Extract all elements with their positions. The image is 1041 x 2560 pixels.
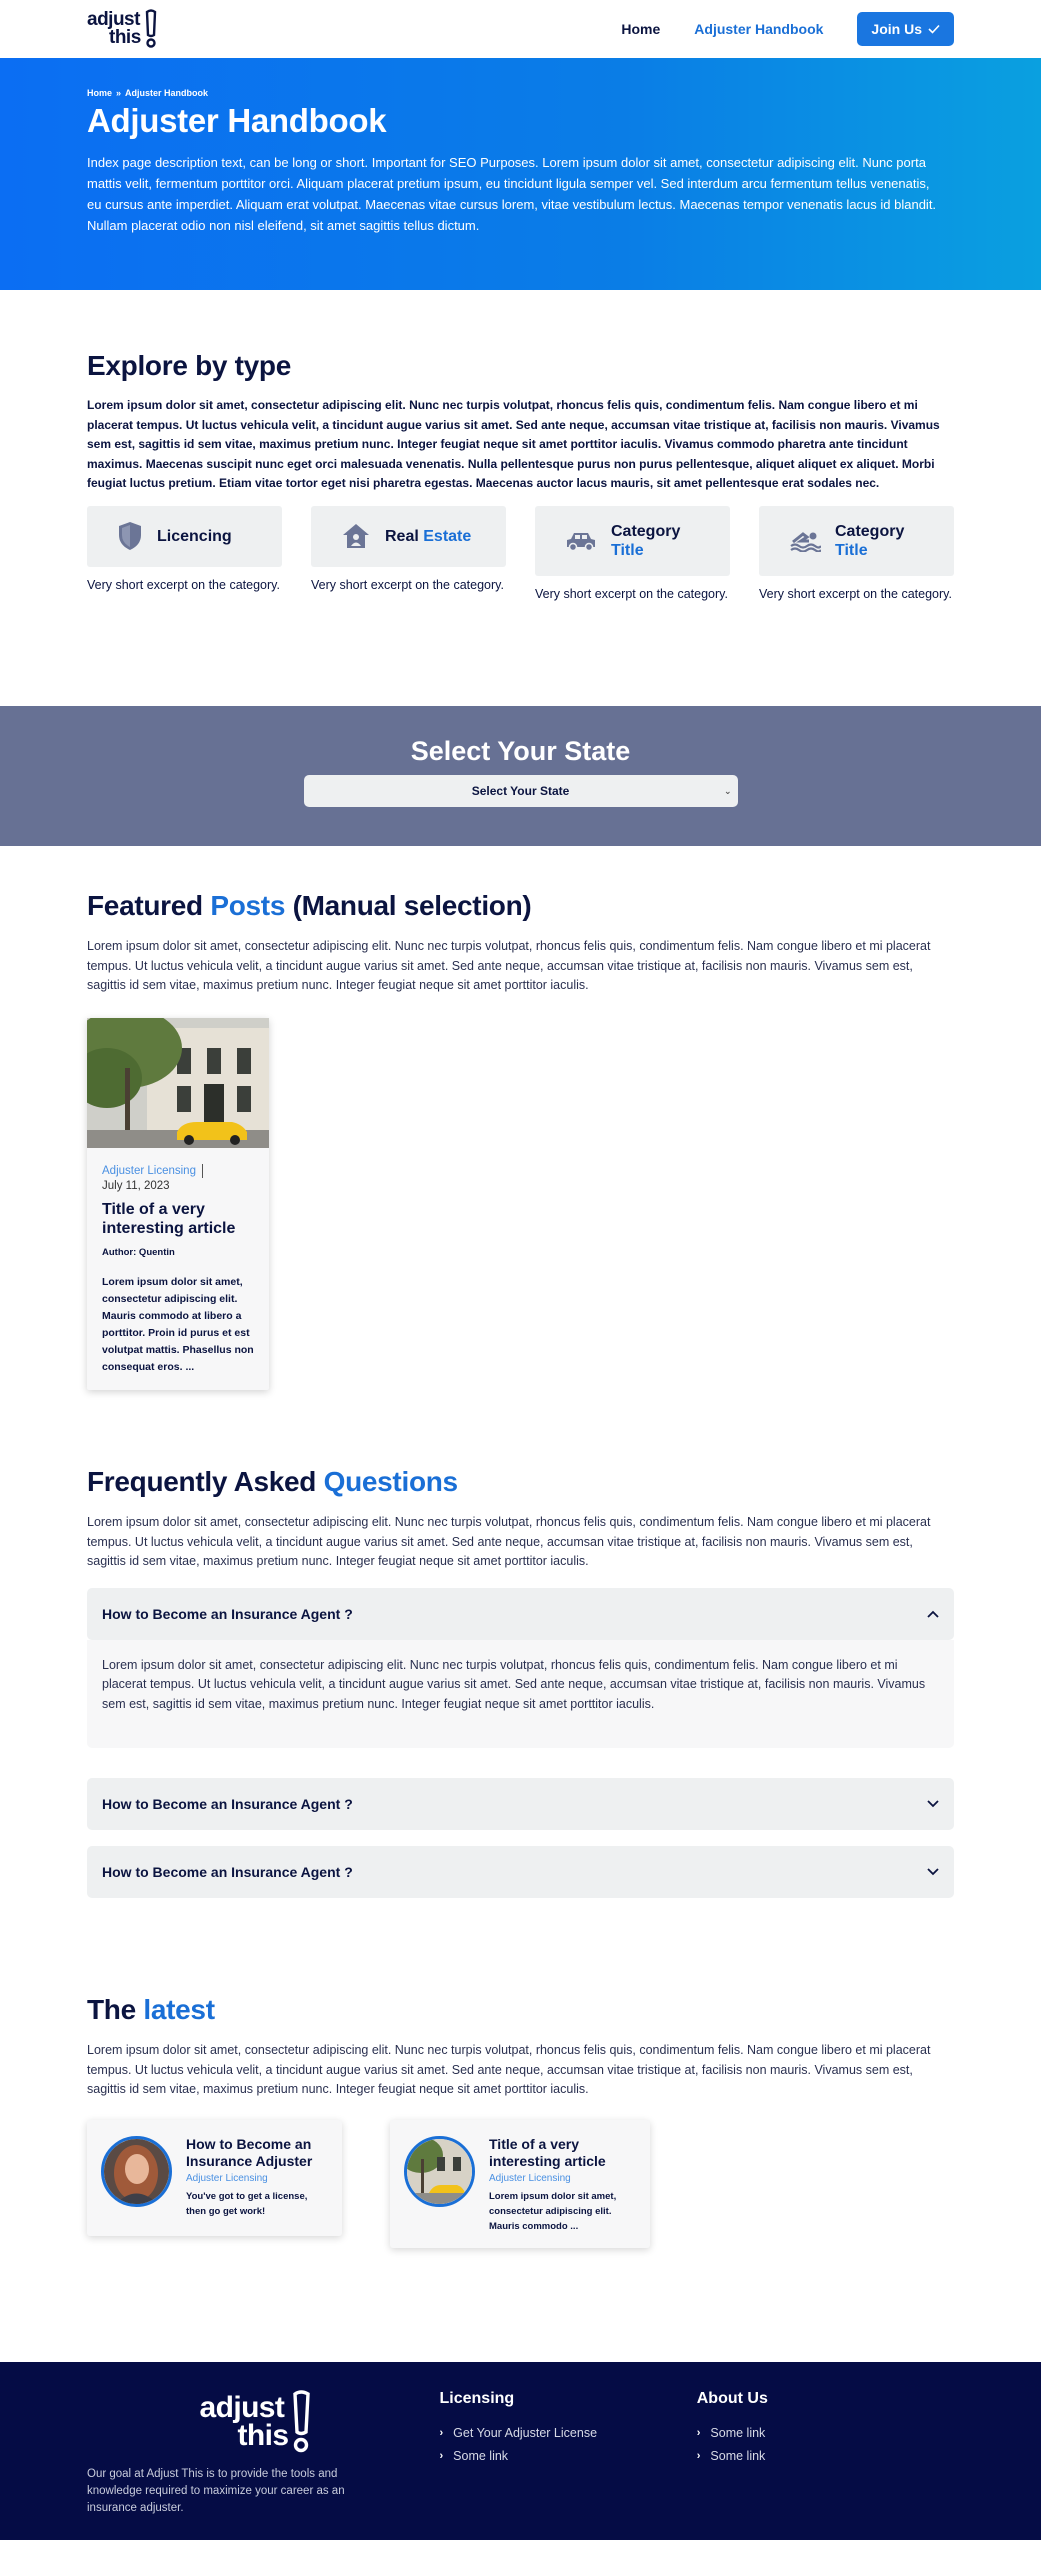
- latest-post-category[interactable]: Adjuster Licensing: [186, 2172, 268, 2184]
- latest-post-card[interactable]: [390, 2120, 650, 2248]
- site-footer: [0, 2362, 1041, 2540]
- footer-licensing-column: [440, 2390, 697, 2517]
- footer-link[interactable]: [440, 2426, 697, 2440]
- footer-link-label: Some link: [453, 2449, 509, 2463]
- chevron-right-icon: ›: [439, 2427, 444, 2439]
- exclamation-logo-icon: [288, 2390, 314, 2454]
- page-title: Adjuster Handbook: [87, 102, 387, 139]
- post-date: July 11, 2023: [102, 1179, 170, 1192]
- house-icon: [341, 522, 371, 550]
- latest-description: Lorem ipsum dolor sit amet, consectetur adipiscing elit. Nunc nec turpis volutpat, rhoncus felis quis, condimentum felis. Nam congue libero et mi placerat tempus. Ut luctus vehicula velit, a tincidunt augue varius sit amet. Sed ante neque, accumsan vitae tristique at, facilisis non mauris. Vivamus sem est, sagittis id sem vitae, maximus pretium nunc. Integer feugiat neque sit amet porttitor iaculis.: [87, 2043, 931, 2096]
- faq-question-toggle[interactable]: [87, 1846, 954, 1898]
- post-thumbnail-image[interactable]: [87, 1018, 269, 1148]
- faq-title-part: Frequently Asked: [87, 1466, 317, 1497]
- footer-link-label: Get Your Adjuster License: [453, 2426, 598, 2440]
- post-card[interactable]: [87, 1018, 269, 1390]
- footer-licensing-title: Licensing: [439, 2390, 515, 2407]
- category-card-excerpt: Very short excerpt on the category.: [311, 577, 504, 592]
- category-card-box[interactable]: [87, 506, 282, 567]
- latest-post-category[interactable]: Adjuster Licensing: [489, 2172, 571, 2184]
- post-category[interactable]: [102, 1164, 254, 1178]
- post-excerpt: Lorem ipsum dolor sit amet, consectetur adipiscing elit. Mauris commodo at libero a porttitor. Proin id purus et est volutpat mattis. Phasellus non consequat eros. ...: [102, 1275, 254, 1373]
- breadcrumb: [87, 88, 954, 98]
- breadcrumb-home[interactable]: Home: [87, 88, 113, 98]
- faq-question: How to Become an Insurance Agent ?: [102, 1605, 353, 1622]
- explore-title: Explore by type: [87, 350, 292, 381]
- category-card-title-accent: Estate: [423, 527, 472, 545]
- category-card[interactable]: [87, 506, 282, 604]
- latest-title-accent: latest: [143, 1994, 215, 2025]
- latest-post-title[interactable]: Title of a very interesting article: [489, 2135, 606, 2169]
- category-card-title-accent: Title: [835, 541, 868, 559]
- faq-title-accent: Questions: [323, 1466, 458, 1497]
- latest-post-excerpt: Lorem ipsum dolor sit amet, consectetur adipiscing elit. Mauris commodo ...: [489, 2190, 617, 2232]
- footer-brand: [87, 2390, 440, 2517]
- logo-word-this: this: [109, 27, 141, 48]
- page-description: Index page description text, can be long or short. Important for SEO Purposes. Lorem ipsum dolor sit amet, consectetur adipiscing elit. Nunc porta mattis velit, fermentum porttitor orci. Aliquam placerat pretium ipsum, eu tincidunt ligula semper vel. Sed interdum arcu fermentum tellus venenatis, eu cursus ante imperdiet. Aliquam erat volutpat. Maecenas vitae cursus lorem, vitae vestibulum lectus. Maecenas tempor venenatis lacus id blandit. Nullam placerat odio non nisl eleifend, sit amet sagittis tellus dictum.: [87, 155, 937, 233]
- featured-description: Lorem ipsum dolor sit amet, consectetur adipiscing elit. Nunc nec turpis volutpat, rhoncus felis quis, condimentum felis. Nam congue libero et mi placerat tempus. Ut luctus vehicula velit, a tincidunt augue varius sit amet. Sed ante neque, accumsan vitae tristique at, facilisis non mauris. Vivamus sem est, sagittis id sem vitae, maximus pretium nunc. Integer feugiat neque sit amet porttitor iaculis.: [87, 939, 931, 992]
- category-card[interactable]: [311, 506, 506, 604]
- state-selector-title: Select Your State: [410, 736, 631, 766]
- post-title[interactable]: Title of a very interesting article: [102, 1200, 236, 1237]
- category-card-title: Category: [611, 522, 681, 540]
- faq-question-toggle[interactable]: [87, 1778, 954, 1830]
- faq-item: [87, 1588, 954, 1749]
- explore-lead: Lorem ipsum dolor sit amet, consectetur adipiscing elit. Nunc nec turpis volutpat, rhoncus felis quis, condimentum felis. Nam congue libero et mi placerat tempus. Ut luctus vehicula velit, a tincidunt augue varius sit amet. Sed ante neque, accumsan vitae tristique at, facilisis non mauris. Vivamus sem est, sagittis id sem vitae, maximus pretium nunc. Integer feugiat neque sit amet porttitor iaculis. Vivamus commodo pharetra ante tincidunt maximus. Maecenas suscipit nunc eget orci malesuada venenatis. Nulla pellentesque purus non purus pellentesque, aliquet aliquet ex aliquet. Morbi feugiat luctus pretium. Etiam vitae tortor eget nisi pharetra egestas. Maecenas auctor lacus mauris, sit amet pellentesque erat sodales nec.: [87, 398, 940, 490]
- latest-post-excerpt: You've got to get a license, then go get work!: [186, 2190, 308, 2217]
- nav-link-adjuster-handbook[interactable]: Adjuster Handbook: [694, 21, 824, 37]
- faq-description: Lorem ipsum dolor sit amet, consectetur adipiscing elit. Nunc nec turpis volutpat, rhoncus felis quis, condimentum felis. Nam congue libero et mi placerat tempus. Ut luctus vehicula velit, a tincidunt augue varius sit amet. Sed ante neque, accumsan vitae tristique at, facilisis non mauris. Vivamus sem est, sagittis id sem vitae, maximus pretium nunc. Integer feugiat neque sit amet porttitor iaculis.: [87, 1515, 931, 1568]
- featured-posts-section: [0, 846, 1041, 1466]
- breadcrumb-separator: »: [116, 88, 122, 98]
- category-card-box[interactable]: [759, 506, 954, 576]
- woman-portrait-illustration: [104, 2139, 169, 2204]
- category-card-excerpt: Very short excerpt on the category.: [87, 577, 280, 592]
- nav-link-home[interactable]: Home: [621, 21, 661, 37]
- footer-logo[interactable]: [87, 2390, 377, 2454]
- car-icon: [565, 530, 597, 552]
- explore-section: [0, 290, 1041, 706]
- latest-posts-section: [0, 1994, 1041, 2362]
- post-meta-divider: [202, 1164, 203, 1178]
- swimmer-icon: [789, 530, 821, 552]
- chevron-right-icon: ›: [696, 2450, 701, 2462]
- state-selector-section: [0, 706, 1041, 846]
- footer-logo-word-this: this: [237, 2419, 289, 2452]
- faq-title: [87, 1466, 954, 1498]
- post-author: Author: Quentin: [102, 1246, 175, 1258]
- featured-title-part: Featured: [87, 890, 203, 921]
- category-card-title: Licencing: [157, 527, 232, 545]
- join-us-button[interactable]: [857, 12, 954, 46]
- latest-post-card[interactable]: [87, 2120, 342, 2236]
- street-photo-illustration: [407, 2139, 472, 2204]
- hero-banner: [0, 58, 1041, 290]
- category-card-title: Category: [835, 522, 905, 540]
- footer-about-title: About Us: [696, 2390, 768, 2407]
- footer-link[interactable]: [697, 2426, 954, 2440]
- footer-link[interactable]: [697, 2449, 954, 2463]
- latest-title: [87, 1994, 954, 2026]
- exclamation-logo-icon: [143, 9, 159, 49]
- post-category-label: Adjuster Licensing: [102, 1164, 196, 1177]
- footer-logo-word-adjust: adjust: [199, 2391, 285, 2424]
- category-card-excerpt: Very short excerpt on the category.: [535, 586, 728, 601]
- chevron-down-icon: [927, 1800, 939, 1808]
- latest-post-title[interactable]: How to Become an Insurance Adjuster: [186, 2135, 313, 2169]
- latest-cards: [87, 2120, 954, 2248]
- main-nav: [621, 12, 954, 46]
- street-photo-illustration: [87, 1018, 269, 1148]
- featured-title-part: (Manual selection): [292, 890, 532, 921]
- footer-link[interactable]: [440, 2449, 697, 2463]
- breadcrumb-current: Adjuster Handbook: [125, 88, 209, 98]
- category-card-box[interactable]: [311, 506, 506, 567]
- faq-item: [87, 1778, 954, 1830]
- latest-post-avatar: [101, 2136, 172, 2207]
- footer-link-label: Some link: [710, 2426, 766, 2440]
- chevron-up-icon: [927, 1610, 939, 1618]
- footer-about-column: [697, 2390, 954, 2517]
- faq-question: How to Become an Insurance Agent ?: [102, 1796, 353, 1812]
- logo-word-adjust: adjust: [87, 9, 140, 30]
- chevron-down-icon: [927, 1868, 939, 1876]
- featured-title-accent: Posts: [210, 890, 286, 921]
- latest-post-avatar: [404, 2136, 475, 2207]
- latest-title-part: The: [87, 1994, 136, 2025]
- category-card[interactable]: [535, 506, 730, 604]
- state-select-dropdown[interactable]: [304, 775, 738, 807]
- faq-item: [87, 1846, 954, 1898]
- category-card-box[interactable]: [535, 506, 730, 576]
- join-us-label: Join Us: [871, 21, 922, 37]
- category-cards: [87, 506, 954, 604]
- footer-description: Our goal at Adjust This is to provide the tools and knowledge required to maximize your career as an insurance adjuster.: [87, 2468, 345, 2514]
- site-header: [0, 0, 1041, 58]
- shield-icon: [117, 521, 143, 551]
- category-card[interactable]: [759, 506, 954, 604]
- category-card-title: Real: [385, 527, 419, 545]
- footer-link-label: Some link: [710, 2449, 766, 2463]
- category-card-title-accent: Title: [611, 541, 644, 559]
- state-select-value: Select Your State: [471, 784, 570, 798]
- site-logo[interactable]: [87, 9, 159, 49]
- chevron-right-icon: ›: [696, 2427, 701, 2439]
- faq-question-toggle[interactable]: [87, 1588, 954, 1640]
- chevron-right-icon: ›: [439, 2450, 444, 2462]
- faq-section: [0, 1466, 1041, 1994]
- chevron-down-icon: ⌄: [723, 785, 732, 796]
- faq-answer: Lorem ipsum dolor sit amet, consectetur adipiscing elit. Nunc nec turpis volutpat, rhoncus felis quis, condimentum felis. Nam congue libero et mi placerat tempus. Ut luctus vehicula velit, a tincidunt augue varius sit amet. Sed ante neque, accumsan vitae tristique at, facilisis non mauris. Vivamus sem est, sagittis id sem vitae, maximus pretium nunc. Integer feugiat neque sit amet porttitor iaculis.: [87, 1640, 954, 1749]
- featured-title: [87, 890, 954, 922]
- checkmark-icon: [928, 24, 940, 34]
- faq-question: How to Become an Insurance Agent ?: [102, 1864, 353, 1880]
- category-card-excerpt: Very short excerpt on the category.: [759, 586, 952, 601]
